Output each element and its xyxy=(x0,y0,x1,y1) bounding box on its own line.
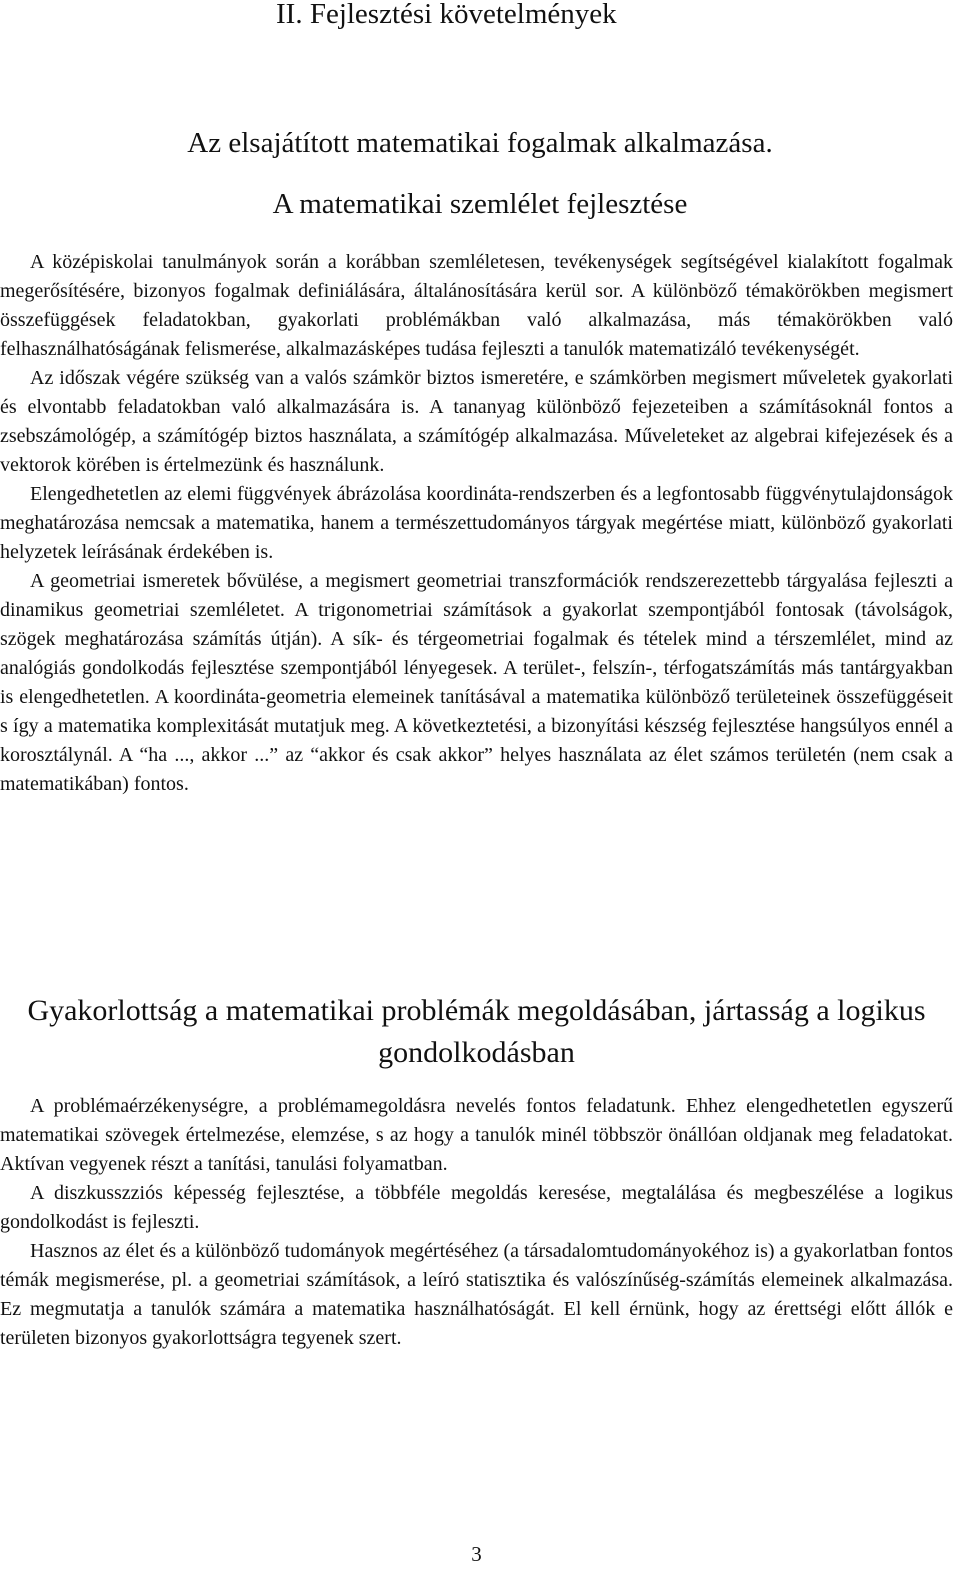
paragraph: A diszkusszziós képesség fejlesztése, a többféle megoldás keresése, megtalálása és megbeszélése a logikus gondolkodást is fejleszti. xyxy=(0,1182,953,1233)
subtitle-math-perspective: A matematikai szemlélet fejlesztése xyxy=(272,188,688,220)
paragraph: Elengedhetetlen az elemi függvények ábrázolása koordináta-rendszerben és a legfontosabb függvénytulajdonságok meghatározása nemcsak a matematika, hanem a természettudományos tárgyak megértése miatt, különböző gyakorlati helyzetek leírásának érdekében is. xyxy=(0,483,953,563)
section-2-body xyxy=(0,1092,953,1353)
subtitle-applying-concepts: Az elsajátított matematikai fogalmak alkalmazása. xyxy=(187,127,773,159)
section-1-body xyxy=(0,248,953,799)
paragraph: Hasznos az élet és a különböző tudományok megértéséhez (a társadalomtudományokéhoz is) a gyakorlatban fontos témák megismerése, pl. a geometriai számítások, a leíró statisztika és valószínűség-számítás elemeinek alkalmazása. Ez megmutatja a tanulók számára a matematika használhatóságát. El kell érnünk, hogy az érettségi előtt állók e területen bizonyos gyakorlottságra tegyenek szert. xyxy=(0,1240,953,1349)
paragraph: A középiskolai tanulmányok során a korábban szemléletesen, tevékenységek segítségével kialakított fogalmak megerősítésére, bizonyos fogalmak definiálására, általánosítására kerül sor. A különböző témakörökben megismert összefüggések feladatokban, gyakorlati problémákban való alkalmazása, más témakörökben való felhasználhatóságának felismerése, alkalmazásképes tudása fejleszti a tanulók matematizáló tevékenységét. xyxy=(0,251,953,360)
page-title: II. Fejlesztési követelmények xyxy=(276,0,617,30)
paragraph: A geometriai ismeretek bővülése, a megismert geometriai transzformációk rendszerezettebb tárgyalása fejleszti a dinamikus geometriai szemléletet. A trigonometriai számítások a gyakorlat szempontjából fontosak (távolságok, szögek meghatározása számítás útján). A sík- és térgeometriai fogalmak és tételek mind a térszemlélet, mind az analógiás gondolkodás fejlesztése szempontjából lényegesek. A terület-, felszín-, térfogatszámítás más tantárgyakban is elengedhetetlen. A koordináta-geometria elemeinek tanításával a matematika különböző területeinek összefüggéseit s így a matematika komplexitását mutatjuk meg. A következtetési, a bizonyítási készség fejlesztése hangsúlyos ennél a korosztálynál. A “ha ..., akkor ...” az “akkor és csak akkor” helyes használata az élet számos területén (nem csak a matematikában) fontos. xyxy=(0,570,953,795)
section-2-title: Gyakorlottság a matematikai problémák megoldásában, jártasság a logikus gondolkodásban xyxy=(27,994,926,1069)
paragraph: Az időszak végére szükség van a valós számkör biztos ismeretére, e számkörben megismert műveletek gyakorlati és elvontabb feladatokban való alkalmazására is. A tananyag különböző fejezeteiben a számításoknál fontos a zsebszámológép, a számítógép biztos használata, a számítógép alkalmazása. Műveleteket az algebrai kifejezések és a vektorok körében is értelmezünk és használunk. xyxy=(0,367,953,476)
page-number: 3 xyxy=(471,1542,482,1566)
paragraph: A problémaérzékenységre, a problémamegoldásra nevelés fontos feladatunk. Ehhez elengedhetetlen egyszerű matematikai szövegek értelmezése, elemzése, s az hogy a tanulók minél többször önállóan oldjanak meg feladatokat. Aktívan vegyenek részt a tanítási, tanulási folyamatban. xyxy=(0,1095,953,1175)
